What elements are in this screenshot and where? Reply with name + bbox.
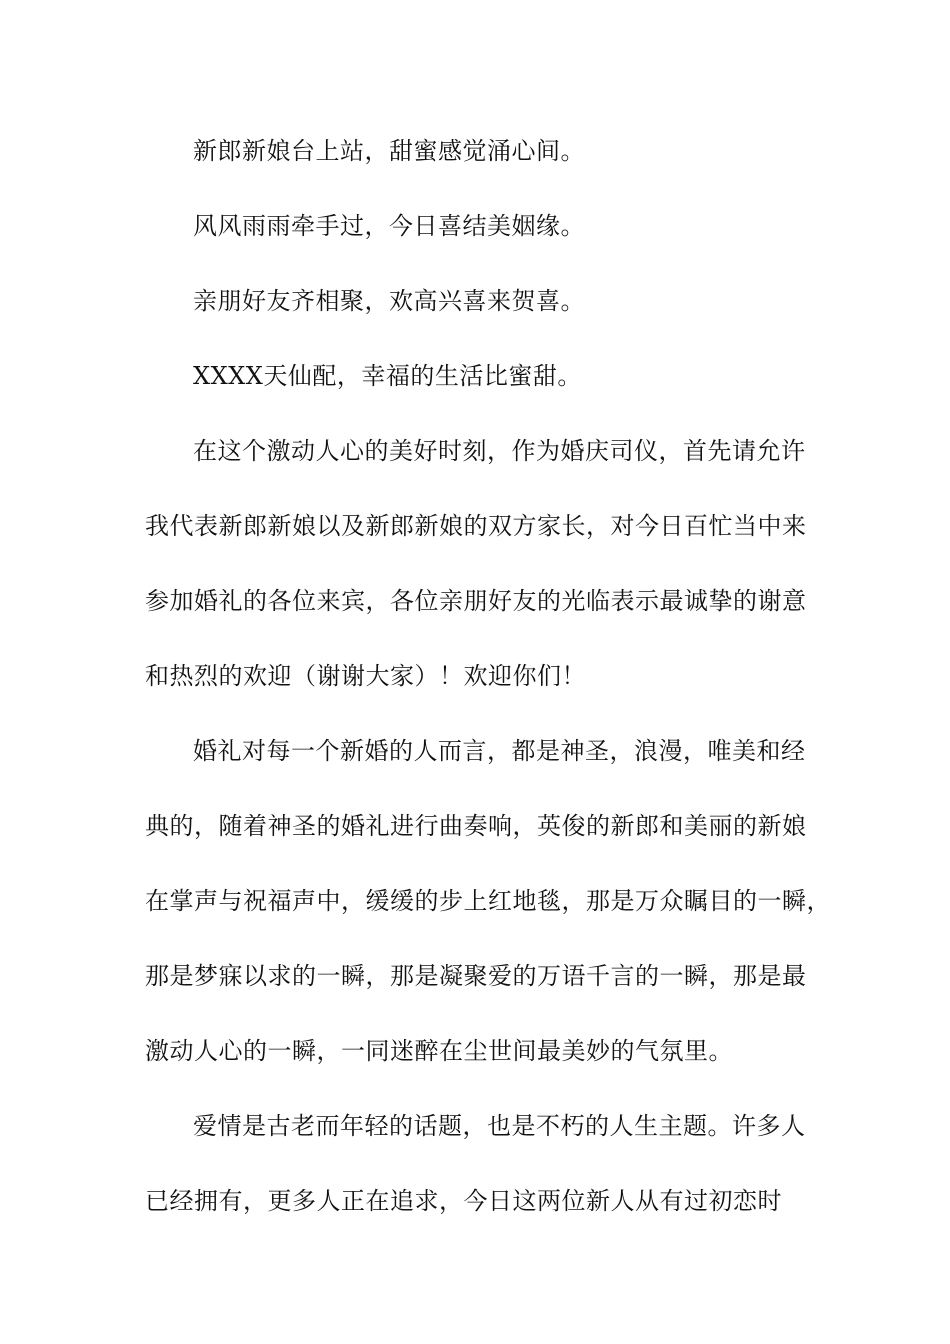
paragraph-2-line-3: 在掌声与祝福声中，缓缓的步上红地毯，那是万众瞩目的一瞬， [145, 887, 831, 915]
paragraph-2-line-5: 激动人心的一瞬，一同迷醉在尘世间最美妙的气氛里。 [145, 1037, 733, 1065]
poem-line-1: 新郎新娘台上站，甜蜜感觉涌心间。 [193, 137, 585, 165]
paragraph-2-line-4: 那是梦寐以求的一瞬，那是凝聚爱的万语千言的一瞬，那是最 [145, 962, 807, 990]
paragraph-1-line-4: 和热烈的欢迎（谢谢大家）！欢迎你们！ [145, 662, 586, 690]
paragraph-1-line-3: 参加婚礼的各位来宾，各位亲朋好友的光临表示最诚挚的谢意 [145, 587, 807, 615]
paragraph-2-line-1: 婚礼对每一个新婚的人而言，都是神圣，浪漫，唯美和经 [193, 737, 806, 765]
poem-line-2: 风风雨雨牵手过，今日喜结美姻缘。 [193, 212, 585, 240]
paragraph-1-line-2: 我代表新郎新娘以及新郎新娘的双方家长，对今日百忙当中来 [145, 512, 807, 540]
poem-line-4: XXXX天仙配，幸福的生活比蜜甜。 [193, 362, 582, 390]
paragraph-1-line-1: 在这个激动人心的美好时刻，作为婚庆司仪，首先请允许 [193, 437, 806, 465]
paragraph-3-line-1: 爱情是古老而年轻的话题，也是不朽的人生主题。许多人 [193, 1112, 806, 1140]
poem-line-3: 亲朋好友齐相聚，欢高兴喜来贺喜。 [193, 287, 585, 315]
paragraph-2-line-2: 典的，随着神圣的婚礼进行曲奏响，英俊的新郎和美丽的新娘 [145, 812, 807, 840]
paragraph-3-line-2: 已经拥有，更多人正在追求，今日这两位新人从有过初恋时 [145, 1187, 782, 1215]
